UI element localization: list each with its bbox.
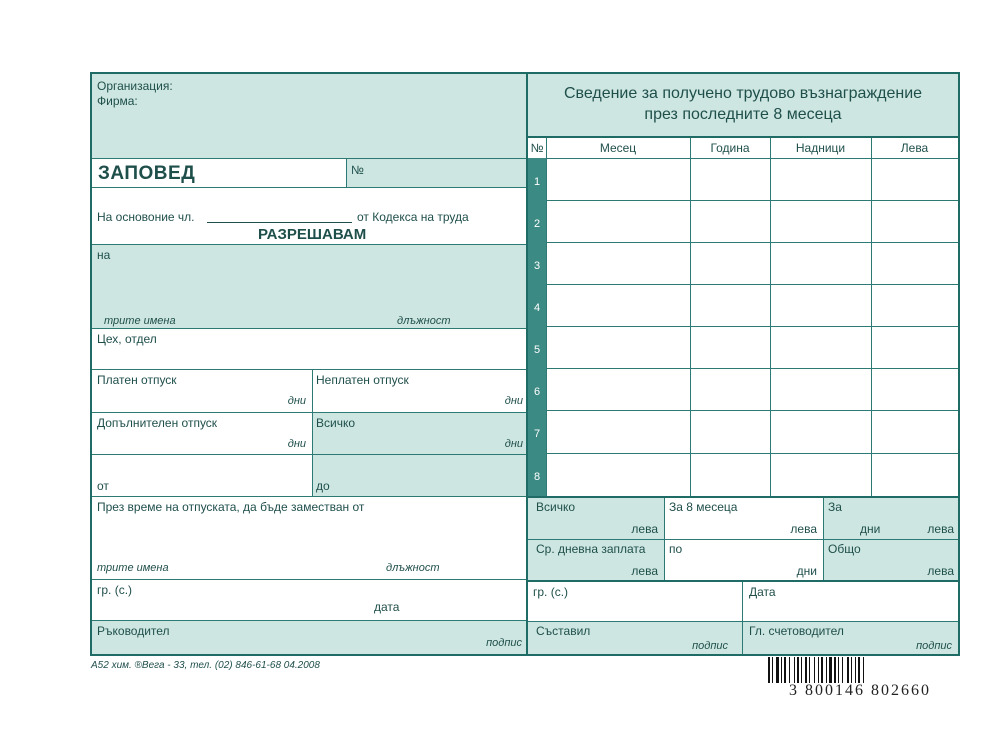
row-number: 5 [533,344,541,356]
barcode-bar [784,657,786,683]
for-8-months-field[interactable] [665,498,823,539]
signature-hint: подпис [916,640,952,652]
row-number: 3 [533,260,541,272]
order-title-cell [92,159,346,187]
barcode-bar [851,657,852,683]
leave-order-form [90,72,528,656]
leva-hint: лева [927,564,954,578]
statement-title-line2: през последните 8 месеца [644,106,842,123]
barcode-bar [794,657,795,683]
until-label: до [316,479,330,493]
row-number: 2 [533,218,541,230]
barcode-bar [855,657,856,683]
organization-box [92,74,526,158]
signature-hint: подпис [692,640,728,652]
barcode-bar [801,657,802,683]
salary-table-header [528,138,958,158]
organization-label: Организация: [97,79,173,93]
barcode-bar [838,657,839,683]
table-row[interactable] [528,453,958,496]
date-hint: дата [374,600,400,614]
po-label: по [669,542,683,556]
basis-prefix: На основоние чл. [97,210,195,224]
days-hint: дни [796,564,817,578]
barcode-bar [776,657,779,683]
column-number: № [530,141,544,155]
substitute-field[interactable] [92,497,526,579]
table-row[interactable] [528,242,958,284]
order-number-cell[interactable] [347,159,526,187]
position-hint: длъжност [397,315,451,327]
table-row[interactable] [528,368,958,410]
per-days-field[interactable] [665,540,823,580]
paid-leave-field[interactable] [92,370,312,412]
until-date-field[interactable] [313,455,526,496]
substitute-label: През време на отпуската, да бъде заместван от [97,500,365,514]
barcode-bar [834,657,836,683]
avg-wage-label: Ср. дневна заплата [536,542,646,556]
order-title: ЗАПОВЕД [98,163,196,184]
manager-label: Ръководител [97,624,170,638]
barcode-bar [826,657,827,683]
date-label: Дата [749,585,776,599]
barcode-bar [863,657,864,683]
total-leva-field[interactable] [528,498,664,539]
table-row[interactable] [528,200,958,242]
position-hint: длъжност [386,562,440,574]
days-hint: дни [504,438,523,450]
statement-title-line1: Сведение за получено трудово възнаграждение [563,85,923,102]
barcode-bar [772,657,773,683]
column-year: Година [710,141,750,155]
barcode-bar [768,657,770,683]
for-8-months-label: За 8 месеца [669,500,738,514]
row-number: 8 [533,471,541,483]
extra-leave-label: Допълнителен отпуск [97,416,218,430]
city-date-field[interactable] [92,580,526,620]
city-label: гр. (с.) [533,585,569,599]
imprint-text: А52 хим. ®Вега - 33, тел. (02) 846-61-68 04.2008 [91,660,320,671]
total-label: Всичко [536,500,576,514]
names-hint: трите имена [104,315,176,327]
composer-signature-field[interactable] [528,622,742,654]
sum-label: Общо [828,542,861,556]
table-row[interactable] [528,158,958,200]
barcode-bar [805,657,807,683]
barcode-digits: 3 800146 802660 [789,682,931,699]
from-date-field[interactable] [92,455,312,496]
firm-label: Фирма: [97,94,138,108]
row-number: 6 [533,386,541,398]
table-row[interactable] [528,284,958,326]
column-wages: Надници [795,141,846,155]
barcode-bar [842,657,843,683]
paid-leave-label: Платен отпуск [97,373,177,387]
basis-article-line[interactable] [207,222,352,223]
department-field[interactable] [92,329,526,369]
city-field[interactable] [528,582,742,621]
leva-hint: лева [927,522,954,536]
days-hint: дни [287,395,306,407]
department-label: Цех, отдел [97,332,157,346]
barcode [760,657,960,701]
sum-field[interactable] [824,540,958,580]
avg-daily-wage-field[interactable] [528,540,664,580]
chief-accountant-label: Гл. счетоводител [749,624,844,638]
barcode-bar [797,657,799,683]
chief-accountant-signature-field[interactable] [743,622,958,654]
unpaid-leave-label: Неплатен отпуск [316,373,409,387]
barcode-bar [781,657,782,683]
table-row[interactable] [528,326,958,368]
barcode-bar [829,657,832,683]
salary-statement-form [526,72,960,656]
table-row[interactable] [528,410,958,453]
days-hint: дни [504,395,523,407]
basis-suffix: от Кодекса на труда [357,210,469,224]
barcode-bar [814,657,815,683]
names-hint: трите имена [97,562,169,574]
for-days-field[interactable] [824,498,958,539]
unpaid-leave-field[interactable] [313,370,526,412]
row-number: 4 [533,302,541,314]
allow-heading: РАЗРЕШАВАМ [258,226,367,243]
statement-title-box [528,74,958,136]
total-leave-field[interactable] [313,413,526,454]
barcode-bar [809,657,810,683]
composer-label: Съставил [536,624,591,638]
basis-row [92,188,526,244]
city-label: гр. (с.) [97,583,133,597]
barcode-bar [789,657,790,683]
row-number: 7 [533,428,541,440]
extra-leave-field[interactable] [92,413,312,454]
signature-hint: подпис [486,637,522,649]
employee-name-field[interactable] [92,245,526,328]
leva-hint: лева [790,522,817,536]
barcode-bar [847,657,849,683]
for-label: За [828,500,842,514]
number-label: № [351,163,364,177]
days-hint: дни [287,438,306,450]
barcode-bar [858,657,860,683]
date-field[interactable] [743,582,958,621]
barcode-bar [821,657,823,683]
from-label: от [97,479,109,493]
to-label: на [97,248,111,262]
column-leva: Лева [900,141,929,155]
total-leave-label: Всичко [316,416,356,430]
days-hint: дни [860,522,881,536]
leva-hint: лева [631,564,658,578]
row-number: 1 [533,176,541,188]
column-month: Месец [599,141,637,155]
barcode-bar [818,657,819,683]
manager-signature-field[interactable] [92,621,526,654]
leva-hint: лева [631,522,658,536]
